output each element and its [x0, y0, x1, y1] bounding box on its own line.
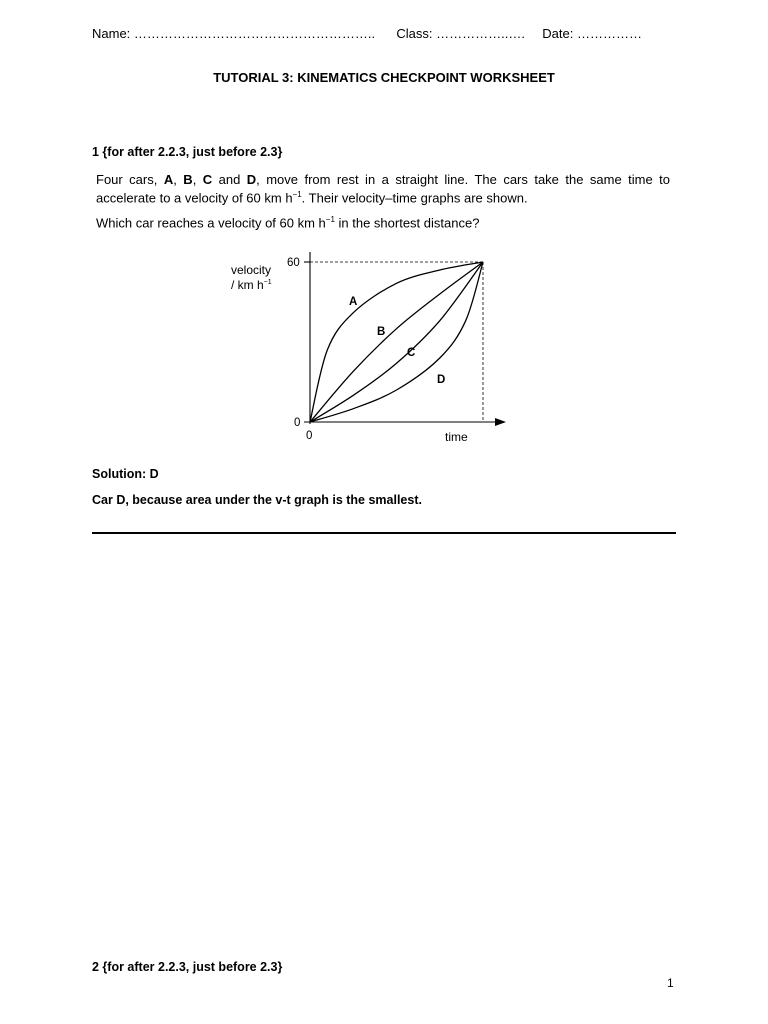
series-line-c — [310, 262, 483, 422]
class-label: Class: — [396, 26, 433, 41]
x-axis-arrow-icon — [495, 418, 506, 426]
solution-label: Solution: D — [92, 467, 159, 481]
series-label-c: C — [407, 347, 416, 359]
x-axis-label: time — [445, 430, 468, 444]
name-field: ……………………………………………….. — [133, 26, 376, 41]
x-tick-label-0: 0 — [306, 430, 313, 442]
question-1-text: Four cars, A, B, C and D, move from rest in a straight line. The cars take the same time to accelerate to a velocity of 60 km $h^{-1}$. Their velocity–time graphs are shown. — [96, 172, 671, 206]
solution-text: Car D, because area under the v-t graph is the smallest. — [92, 493, 422, 507]
date-field: …………… — [576, 26, 642, 41]
y-tick-label-60: 60 — [287, 257, 300, 269]
car-b-label: B — [183, 172, 193, 187]
series-line-a — [310, 262, 483, 422]
car-c-label: C — [202, 172, 213, 187]
velocity-time-graph — [228, 250, 518, 450]
question-2-heading: 2 {for after 2.2.3, just before 2.3} — [92, 960, 283, 974]
series-label-a: A — [349, 296, 358, 308]
page-number: 1 — [667, 976, 674, 990]
car-a-label: A — [163, 172, 174, 187]
section-divider — [92, 532, 676, 534]
question-1-ask: Which car reaches a velocity of 60 km $h^{-1}$ in the shortest distance? — [96, 215, 480, 231]
y-axis-label-line1: velocity — [231, 263, 272, 277]
velocity-time-chart — [228, 250, 518, 455]
series-line-d — [310, 262, 483, 422]
series-line-b — [310, 262, 483, 422]
series-label-d: D — [437, 374, 446, 386]
worksheet-title: TUTORIAL 3: KINEMATICS CHECKPOINT WORKSHEET — [213, 70, 555, 85]
header-fields — [92, 26, 642, 41]
name-label: Name: — [92, 26, 131, 41]
car-d-label: D — [246, 172, 257, 187]
date-label: Date: — [542, 26, 574, 41]
question-1-heading: 1 {for after 2.2.3, just before 2.3} — [92, 145, 283, 159]
class-field: ……………..…. — [436, 26, 525, 41]
y-axis-label-line2: / km $h^{-1}$ — [231, 278, 272, 292]
series-label-b: B — [377, 326, 386, 338]
y-tick-label-0: 0 — [294, 417, 301, 429]
